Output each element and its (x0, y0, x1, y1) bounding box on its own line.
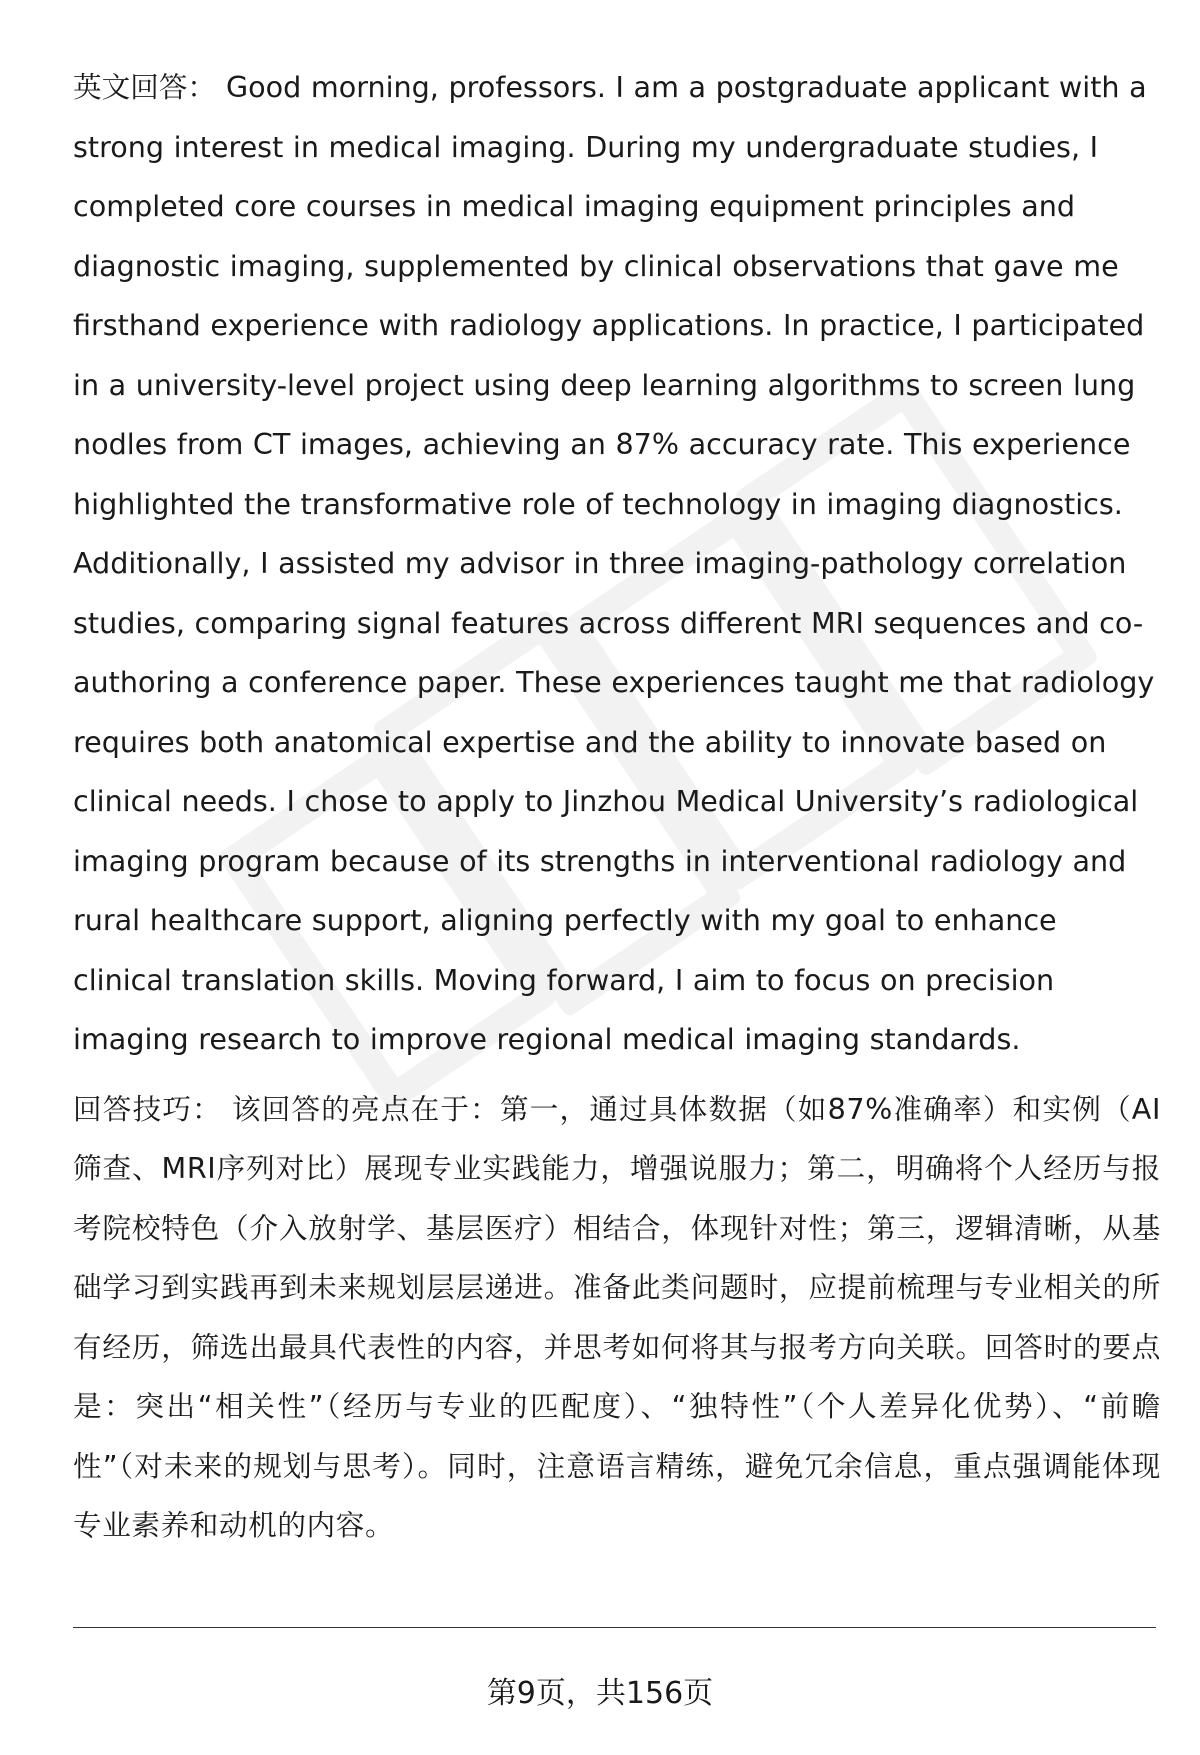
page-number: 第9页，共156页 (486, 1676, 714, 1711)
answer-tips-label: 回答技巧： (73, 1091, 222, 1126)
answer-tips-paragraph (73, 1080, 1161, 1556)
page-content (73, 58, 1161, 1584)
english-answer-paragraph (73, 58, 1161, 1070)
footer-divider (73, 1627, 1156, 1628)
answer-tips-text: 该回答的亮点在于：第一，通过具体数据（如87%准确率）和实例（AI筛查、MRI序列对比）展现专业实践能力，增强说服力；第二，明确将个人经历与报考院校特色（介入放射学、基层医疗）相结合，体现针对性；第三，逻辑清晰，从基础学习到实践再到未来规划层层递进。准备此类问题时，应提前梳理与专业相关的所有经历，筛选出最具代表性的内容，并思考如何将其与报考方向关联。回答时的要点是：突出“相关性”（经历与专业的匹配度）、“独特性”（个人差异化优势）、“前瞻性”（对未来的规划与思考）。同时，注意语言精练，避免冗余信息，重点强调能体现专业素养和动机的内容。 (73, 1091, 1161, 1542)
english-answer-text: Good morning, professors. I am a postgraduate applicant with a strong interest in medical imaging. During my undergraduate studies, I completed core courses in medical imaging equipment principles and diagnostic imaging, supplemented by clinical observations that gave me firsthand experience with radiology applications. In practice, I participated in a university-level project using deep learning algorithms to screen lung nodles from CT images, achieving an 87% accuracy rate. This experience highlighted the transformative role of technology in imaging diagnostics. Additionally, I assisted my advisor in three imaging-pathology correlation studies, comparing signal features across different MRI sequences and co-authoring a conference paper. These experiences taught me that radiology requires both anatomical expertise and the ability to innovate based on clinical needs. I chose to apply to Jinzhou Medical University’s radiological imaging program because of its strengths in interventional radiology and rural healthcare support, aligning perfectly with my goal to enhance clinical translation skills. Moving forward, I aim to focus on precision imaging research to improve regional medical imaging standards. (73, 70, 1155, 1056)
english-answer-label: 英文回答： (73, 70, 216, 104)
